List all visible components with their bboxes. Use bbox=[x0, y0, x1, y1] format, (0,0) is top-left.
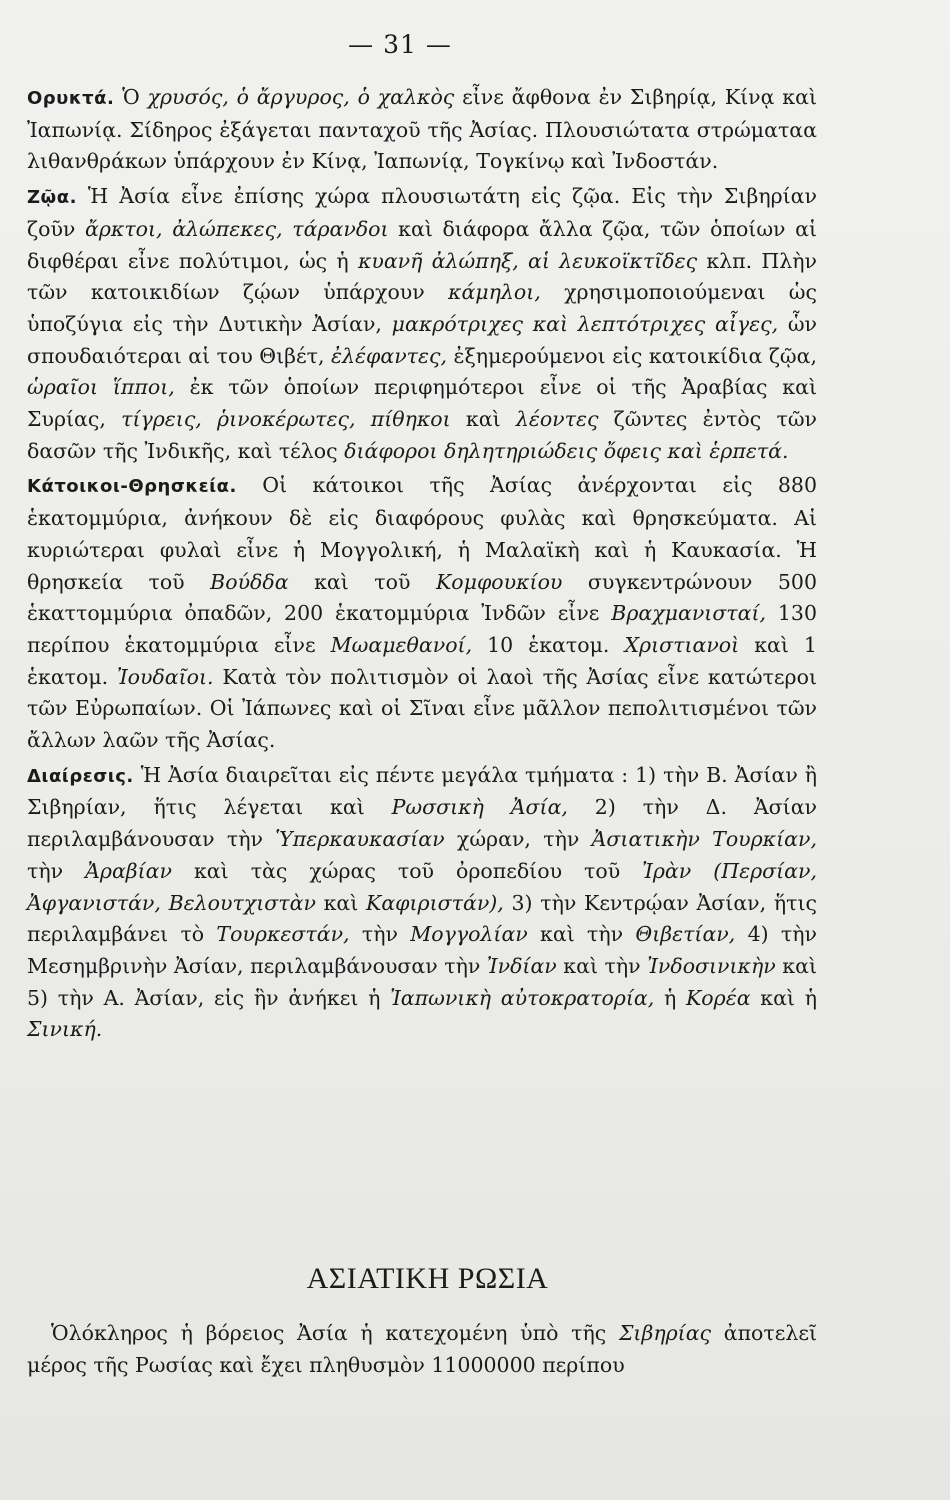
italic-span: ὡραῖοι ἵπποι, bbox=[27, 375, 175, 400]
italic-span: Βραχμανισταί, bbox=[611, 601, 767, 626]
italic-span: ἐλέφαντες, bbox=[331, 343, 447, 368]
italic-span: ἄρκτοι, ἀλώπεκες, τάρανδοι bbox=[85, 216, 389, 241]
italic-span: Κομφουκίου bbox=[435, 569, 563, 594]
text-span: Ὁ bbox=[114, 85, 148, 109]
text-span: Ὁλόκληρος ἡ βόρειος Ἀσία ἡ κατεχομένη ὑπὸ τῆς bbox=[51, 1321, 619, 1345]
italic-span: Χριστιανοὶ bbox=[624, 632, 740, 657]
italic-span: μακρότριχες καὶ λεπτότριχες αἶγες, bbox=[391, 311, 779, 336]
section-heading: ΑΣΙΑΤΙΚΗ ΡΩΣΙΑ bbox=[306, 1262, 549, 1295]
text-span: ἐξημερούμενοι εἰς κατοικίδια ζῷα, bbox=[447, 343, 818, 368]
italic-span: λέοντες bbox=[515, 407, 599, 432]
paragraph-heading-minerals: Ορυκτά. bbox=[27, 88, 115, 109]
paragraph-asiatic-russia bbox=[27, 1318, 817, 1381]
italic-span: Σινική. bbox=[27, 1017, 103, 1042]
text-span: 3) τὴν Κεντρῴαν Ἀσίαν, ἥτις περιλαμβάνει τὸ bbox=[27, 890, 817, 947]
text-span: τὴν bbox=[349, 922, 411, 947]
text-span: καὶ bbox=[450, 407, 516, 432]
text-span: εἶνε ἄφθονα ἐν Σιβηρίᾳ, Κίνᾳ καὶ Ἰαπωνίᾳ. Σίδηρος ἐξάγεται πανταχοῦ τῆς Ἀσίας. Πλουσιώτατα στρώματαα λιθανθράκων ὑπάρχουν ἐν Κίνᾳ, Ἰαπωνίᾳ, Τογκίνῳ καὶ Ἰνδοστάν. bbox=[27, 85, 817, 174]
paragraph-heading-divisions: Διαίρεσις. bbox=[27, 765, 134, 787]
text-span: τὴν bbox=[27, 858, 86, 883]
text-span: 130 περίπου ἑκατομμύρια εἶνε bbox=[27, 601, 817, 657]
italic-span: κυανῆ ἀλώπηξ, αἱ λευκοϊκτῖδες bbox=[357, 248, 698, 273]
text-span: 4) τὴν Μεσημβρινὴν Ἀσίαν, περιλαμβάνουσαν τὴν bbox=[27, 922, 817, 978]
italic-span: Ὑπερκαυκασίαν bbox=[275, 827, 445, 852]
paragraph-inhabitants bbox=[27, 470, 817, 756]
paragraph-heading-inhabitants: Κάτοικοι-Θρησκεία. bbox=[27, 476, 237, 498]
italic-span: Μωαμεθανοί, bbox=[330, 632, 473, 657]
text-span: ἐκ τῶν ὁποίων περιφημότεροι εἶνε οἱ τῆς Ἀραβίας καὶ Συρίας, bbox=[27, 375, 817, 432]
text-span: χώραν, τὴν bbox=[444, 827, 592, 852]
italic-span: κάμηλοι, bbox=[448, 280, 541, 305]
italic-span: Ρωσσικὴ Ἀσία, bbox=[391, 795, 568, 820]
closing-text bbox=[27, 1318, 817, 1384]
italic-span: Βούδδα bbox=[210, 569, 289, 594]
text-span: Ἡ Ἀσία εἶνε ἐπίσης χώρα πλουσιωτάτη εἰς ζῷα. Εἰς τὴν Σιβηρίαν ζοῦν bbox=[27, 184, 817, 241]
italic-span: Τουρκεστάν, bbox=[216, 922, 350, 947]
paragraph-minerals bbox=[27, 82, 817, 178]
page-number: — 31 — bbox=[348, 30, 452, 59]
italic-span: Μογγολίαν bbox=[410, 922, 528, 947]
italic-span: χρυσός, ὁ ἄργυρος, ὁ χαλκὸς bbox=[147, 85, 455, 109]
text-span: καὶ διάφορα ἄλλα ζῷα, τῶν ὁποίων αἱ διφθέραι εἶνε πολύτιμοι, ὡς ἡ bbox=[27, 216, 817, 273]
italic-span: Κορέα bbox=[685, 985, 751, 1010]
text-span: ἀποτελεῖ μέρος τῆς Ρωσίας καὶ ἔχει πληθυσμὸν 11000000 περίπου bbox=[27, 1321, 818, 1377]
italic-span: διάφοροι δηλητηριώδεις ὄφεις καὶ ἑρπετά. bbox=[344, 438, 789, 463]
italic-span: Ἀσιατικὴν Τουρκίαν, bbox=[591, 827, 817, 852]
text-span: καὶ τοῦ bbox=[288, 569, 436, 594]
italic-span: τίγρεις, ῥινοκέρωτες, πίθηκοι bbox=[121, 407, 451, 432]
text-span: 10 ἑκατομ. bbox=[472, 632, 625, 657]
italic-span: Ἰνδίαν bbox=[486, 953, 557, 978]
italic-span: Ἀραβίαν bbox=[85, 858, 172, 883]
text-span: Οἱ κάτοικοι τῆς Ἀσίας ἀνέρχονται εἰς 880 ἑκατομμύρια, ἀνήκουν δὲ εἰς διαφόρους φυλὰς καὶ θρησκεύματα. Αἱ κυριώτεραι φυλαὶ εἶνε ἡ Μογγολική, ἡ Μαλαϊκὴ καὶ ἡ Καυκασία. Ἡ θρησκεία τοῦ bbox=[27, 473, 817, 594]
text-span: καὶ τὴν bbox=[556, 953, 648, 978]
text-span: ζῶντες ἐντὸς τῶν δασῶν τῆς Ἰνδικῆς, καὶ τέλος bbox=[27, 407, 817, 463]
italic-span: Ἰνδοσινικὴν bbox=[647, 953, 776, 978]
text-span: καὶ 5) τὴν Α. Ἀσίαν, εἰς ἣν ἀνήκει ἡ bbox=[27, 953, 817, 1010]
italic-span: Καφιριστάν), bbox=[366, 890, 504, 915]
paragraph-animals bbox=[27, 181, 817, 467]
italic-span: Θιβετίαν, bbox=[635, 922, 736, 947]
text-span: ἡ bbox=[654, 985, 686, 1010]
text-span: συγκεντρώνουν 500 ἑκαττομμύρια ὀπαδῶν, 200 ἑκατομμύρια Ἰνδῶν εἶνε bbox=[27, 569, 818, 626]
text-span: καὶ 1 ἑκατομ. bbox=[27, 632, 817, 689]
italic-span: Ἰαπωνικὴ αὐτοκρατορία, bbox=[390, 985, 655, 1010]
text-span: καὶ τὰς χώρας τοῦ ὀροπεδίου τοῦ bbox=[172, 858, 643, 883]
text-span: κλπ. Πλὴν τῶν κατοικιδίων ζῴων ὑπάρχουν bbox=[27, 248, 817, 305]
main-text bbox=[27, 82, 817, 1049]
paragraph-divisions bbox=[27, 760, 817, 1046]
italic-span: Ἰρὰν (Περσίαν, Ἀφγανιστάν, Βελουτχιστὰν bbox=[27, 858, 817, 915]
italic-span: Ἰουδαῖοι. bbox=[116, 664, 214, 689]
paragraph-heading-animals: Ζῷα. bbox=[27, 187, 77, 209]
text-span: καὶ τὴν bbox=[527, 922, 636, 947]
text-span: 2) τὴν Δ. Ἀσίαν περιλαμβάνουσαν τὴν bbox=[27, 795, 818, 852]
text-span: Ἡ Ἀσία διαιρεῖται εἰς πέντε μεγάλα τμήματα : 1) τὴν Β. Ἀσίαν ἢ Σιβηρίαν, ἥτις λέγεται καὶ bbox=[27, 762, 817, 820]
text-span: ὧν σπουδαιότεραι αἱ του Θιβέτ, bbox=[27, 311, 818, 368]
italic-span: Σιβηρίας bbox=[618, 1321, 712, 1345]
text-span: καὶ bbox=[315, 890, 366, 915]
text-span: χρησιμοποιούμεναι ὡς ὑποζύγια εἰς τὴν Δυτικὴν Ἀσίαν, bbox=[27, 280, 817, 336]
text-span: Κατὰ τὸν πολιτισμὸν οἱ λαοὶ τῆς Ἀσίας εἶνε κατώτεροι τῶν Εὐρωπαίων. Οἱ Ἰάπωνες καὶ οἱ Σῖναι εἶνε μᾶλλον πεπολιτισμένοι τῶν ἄλλων λαῶν τῆς Ἀσίας. bbox=[27, 664, 817, 753]
text-span: καὶ ἡ bbox=[750, 985, 817, 1010]
